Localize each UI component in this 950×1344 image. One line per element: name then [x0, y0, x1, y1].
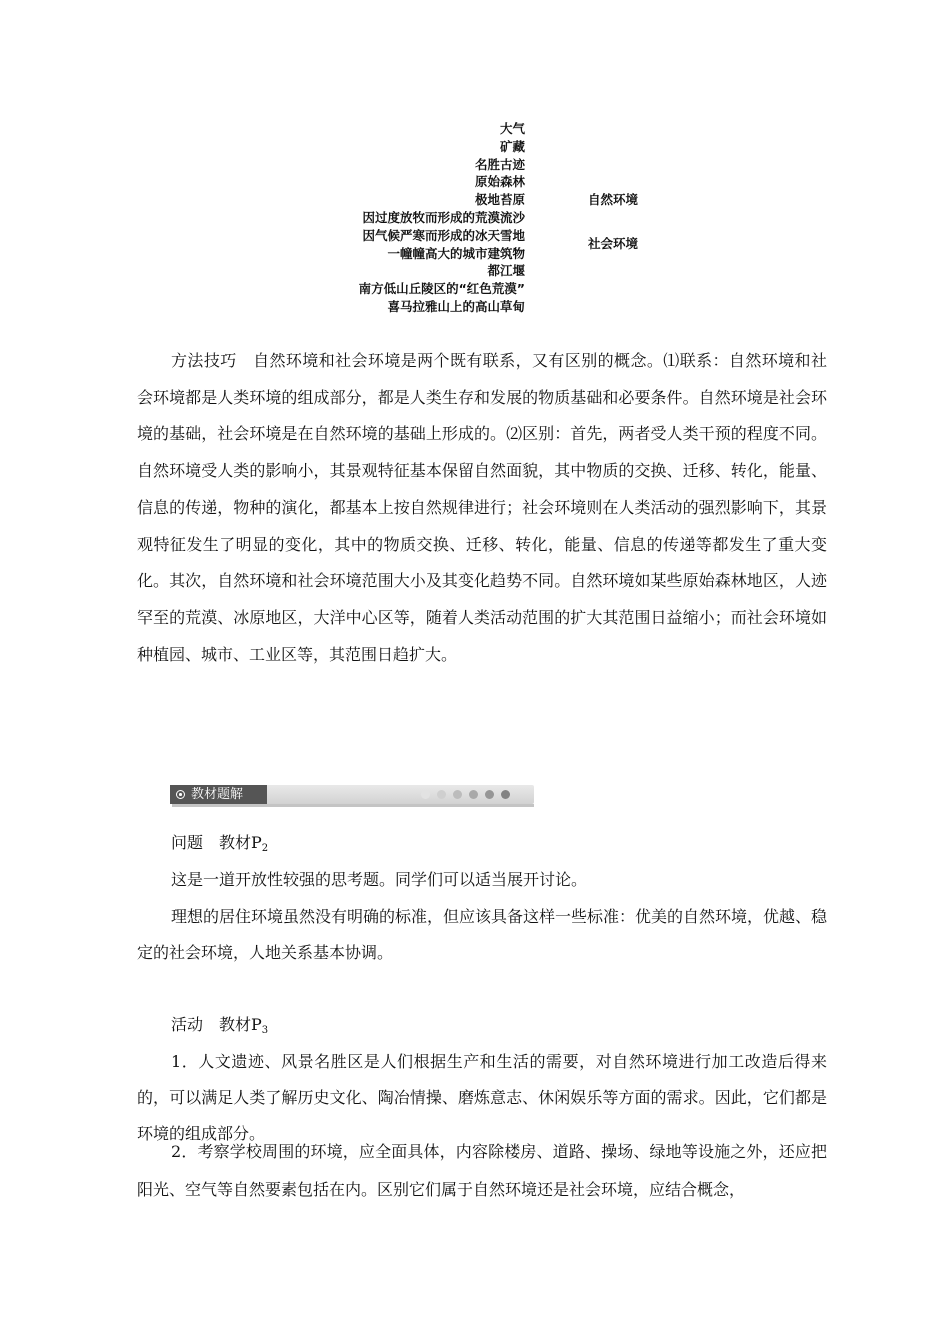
list-item: 大气 — [499, 121, 525, 136]
banner-title-block — [170, 785, 267, 804]
list-item: 一幢幢高大的城市建筑物 — [387, 245, 525, 261]
list-item: 因气候严寒而形成的冰天雪地 — [362, 227, 525, 243]
environment-item-list — [300, 120, 525, 316]
question-answer-line-2: 理想的居住环境虽然没有明确的标准，但应该具备这样一些标准：优美的自然环境，优越、稳定的社会环境，人地关系基本协调。 — [137, 907, 828, 962]
list-item: 南方低山丘陵区的“红色荒漠” — [358, 281, 525, 297]
banner-dot — [437, 790, 446, 799]
category-social-environment: 社会环境 — [588, 236, 639, 251]
question-page: 2 — [261, 843, 269, 854]
target-circle-icon — [176, 790, 185, 799]
banner-title: 教材题解 — [191, 787, 244, 802]
banner-dot — [421, 790, 430, 799]
method-tips-paragraph — [137, 343, 827, 673]
section-banner — [170, 785, 534, 807]
banner-dot — [469, 790, 478, 799]
activity-heading — [137, 1007, 827, 1049]
list-item: 因过度放牧而形成的荒漠流沙 — [362, 209, 525, 225]
banner-dot — [501, 790, 510, 799]
question-heading — [137, 825, 827, 867]
method-tips-text: 自然环境和社会环境是两个既有联系，又有区别的概念。⑴联系：自然环境和社会环境都是人类环境的组成部分，都是人类生存和发展的物质基础和必要条件。自然环境是社会环境的基础，社会环境是在自然环境的基础上形成的。⑵区别：首先，两者受人类干预的程度不同。自然环境受人类的影响小，其景观特征基本保留自然面貌，其中物质的交换、迁移、转化，能量、信息的传递，物种的演化，都基本上按自然规律进行；社会环境则在人类活动的强烈影响下，其景观特征发生了明显的变化，其中的物质交换、迁移、转化，能量、信息的传递等都发生了重大变化。其次，自然环境和社会环境范围大小及其变化趋势不同。自然环境如某些原始森林地区，人迹罕至的荒漠、冰原地区，大洋中心区等，随着人类活动范围的扩大其范围日益缩小；而社会环境如种植园、城市、工业区等，其范围日趋扩大。 — [137, 351, 827, 664]
list-item: 矿藏 — [499, 138, 525, 154]
list-item: 喜马拉雅山上的高山草甸 — [387, 298, 525, 314]
list-item: 原始森林 — [474, 174, 525, 190]
activity-answer-2: 2．考察学校周围的环境，应全面具体，内容除楼房、道路、操场、绿地等设施之外，还应把阳光、空气等自然要素包括在内。区别它们属于自然环境还是社会环境，应结合概念， — [137, 1142, 827, 1199]
list-item: 极地苔原 — [474, 192, 525, 208]
banner-dot — [453, 790, 462, 799]
activity-answer-1: 1．人文遗迹、风景名胜区是人们根据生产和生活的需要，对自然环境进行加工改造后得来的，可以满足人类了解历史文化、陶冶情操、磨炼意志、休闲娱乐等方面的需求。因此，它们都是环境的组成部分。 — [137, 1052, 827, 1143]
classification-diagram — [0, 120, 950, 320]
question-answer-line-1: 这是一道开放性较强的思考题。同学们可以适当展开讨论。 — [171, 870, 588, 889]
activity-page: 3 — [261, 1025, 269, 1036]
question-label: 问题 教材P — [171, 833, 262, 852]
list-item: 都江堰 — [487, 263, 525, 279]
activity-label: 活动 教材P — [171, 1015, 262, 1034]
list-item: 名胜古迹 — [474, 156, 525, 172]
category-natural-environment: 自然环境 — [588, 192, 639, 207]
banner-dot — [485, 790, 494, 799]
method-tips-label: 方法技巧 — [171, 351, 237, 370]
